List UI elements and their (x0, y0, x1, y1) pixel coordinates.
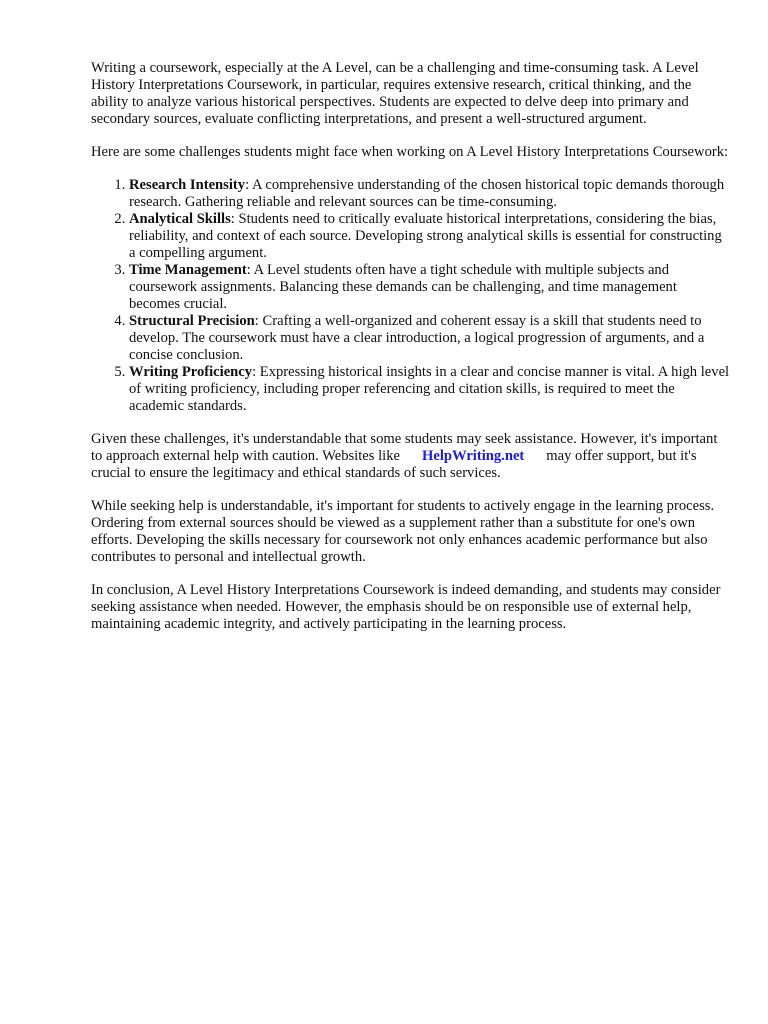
assistance-paragraph (91, 431, 731, 482)
list-item (129, 313, 731, 364)
challenges-lead-paragraph: Here are some challenges students might face when working on A Level History Interpretations Coursework: (91, 144, 729, 160)
assistance-text-after: may offer support, but it's crucial to ensure the legitimacy and ethical standards of such services. (91, 448, 697, 481)
challenge-term: Writing Proficiency (129, 364, 253, 380)
challenge-separator: : (246, 262, 254, 278)
list-item (129, 364, 731, 415)
challenge-separator: : (254, 313, 263, 329)
challenge-separator: : (230, 211, 239, 227)
challenge-text: Crafting a well-organized and coherent essay is a skill that students need to develop. The coursework must have a clear introduction, a logical progression of arguments, and a concise conclusion. (129, 313, 705, 363)
document-body (91, 60, 731, 649)
challenge-text: A comprehensive understanding of the chosen historical topic demands thorough research. Gathering reliable and relevant sources can be time-consuming. (129, 177, 725, 210)
engage-paragraph: While seeking help is understandable, it's important for students to actively engage in the learning process. Ordering from external sources should be viewed as a supplement rather than a substitute for one's own efforts. Developing the skills necessary for coursework not only enhances academic performance but also contributes to personal and intellectual growth. (91, 498, 715, 565)
challenge-text: Students need to critically evaluate historical interpretations, considering the bias, reliability, and context of each source. Developing strong analytical skills is essential for constructing a compelling argument. (129, 211, 722, 261)
assistance-text-before: Given these challenges, it's understandable that some students may seek assistance. However, it's important to approach external help with caution. Websites like (91, 431, 718, 464)
helpwriting-link[interactable]: HelpWriting.net (421, 448, 525, 464)
conclusion-paragraph: In conclusion, A Level History Interpretations Coursework is indeed demanding, and students may consider seeking assistance when needed. However, the emphasis should be on responsible use of external help, maintaining academic integrity, and actively participating in the learning process. (91, 582, 721, 632)
challenge-separator: : (252, 364, 260, 380)
list-item (129, 262, 731, 313)
challenge-term: Analytical Skills (129, 211, 231, 227)
challenge-term: Research Intensity (129, 177, 246, 193)
challenge-term: Time Management (129, 262, 247, 278)
list-item (129, 211, 731, 262)
intro-paragraph: Writing a coursework, especially at the A Level, can be a challenging and time-consuming task. A Level History Interpretations Coursework, in particular, requires extensive research, critical thinking, and the ability to analyze various historical perspectives. Students are expected to delve deep into primary and secondary sources, evaluate conflicting interpretations, and present a well-structured argument. (91, 60, 699, 127)
challenge-term: Structural Precision (129, 313, 255, 329)
challenges-list (91, 177, 731, 415)
challenge-text: Expressing historical insights in a clear and concise manner is vital. A high level of writing proficiency, including proper referencing and citation skills, is required to meet the academic standards. (129, 364, 730, 414)
challenge-text: A Level students often have a tight schedule with multiple subjects and coursework assignments. Balancing these demands can be challenging, and time management becomes crucial. (129, 262, 677, 312)
challenge-separator: : (245, 177, 252, 193)
list-item (129, 177, 731, 211)
